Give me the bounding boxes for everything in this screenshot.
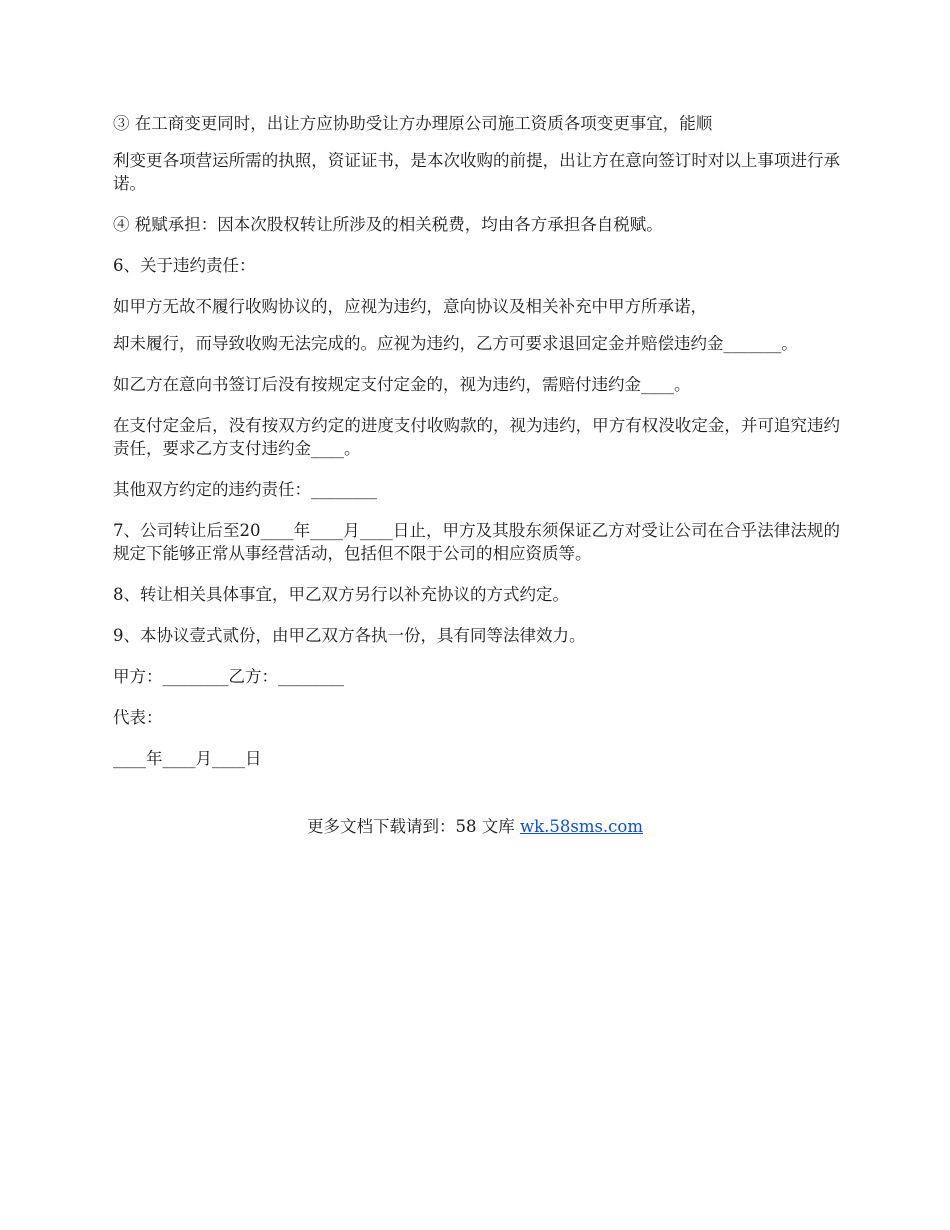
section-7-guarantee: 7、公司转让后至20____年____月____日止，甲方及其股东须保证乙方对受让公司在合乎法律法规的规定下能够正常从事经营活动，包括但不限于公司的相应资质等。 [113,521,840,563]
section-8-supplement: 8、转让相关具体事宜，甲乙双方另行以补充协议的方式约定。 [113,585,569,604]
signature-parties: 甲方：________乙方：________ [113,667,344,686]
footer-prefix: 更多文档下载请到：58 文库 [306,817,520,836]
document-body [113,112,840,788]
clause-3-part-2: 利变更各项营运所需的执照，资证证书，是本次收购的前提，出让方在意向签订时对以上事项进行承诺。 [113,151,840,193]
breach-party-b-deposit: 如乙方在意向书签订后没有按规定支付定金的，视为违约，需赔付违约金____。 [113,375,691,394]
signature-representative: 代表： [113,708,163,727]
download-footer [0,815,950,838]
section-6-heading: 6、关于违约责任： [113,256,256,275]
breach-party-a-part-1: 如甲方无故不履行收购协议的，应视为违约，意向协议及相关补充中甲方所承诺， [113,297,707,316]
section-9-copies: 9、本协议壹式贰份，由甲乙双方各执一份，具有同等法律效力。 [113,626,586,645]
clause-3-part-1: ③ 在工商变更同时，出让方应协助受让方办理原公司施工资质各项变更事宜，能顺 [113,114,713,133]
footer-link[interactable]: wk.58sms.com [519,817,643,836]
breach-payment-schedule: 在支付定金后，没有按双方约定的进度支付收购款的，视为违约，甲方有权没收定金，并可追究违约责任，要求乙方支付违约金____。 [113,416,840,458]
signature-date: ____年____月____日 [113,749,262,768]
clause-4-tax: ④ 税赋承担：因本次股权转让所涉及的相关税费，均由各方承担各自税赋。 [113,215,663,234]
breach-other: 其他双方约定的违约责任：________ [113,480,377,499]
breach-party-a-part-2: 却未履行，而导致收购无法完成的。应视为违约，乙方可要求退回定金并赔偿违约金_______。 [113,334,798,353]
